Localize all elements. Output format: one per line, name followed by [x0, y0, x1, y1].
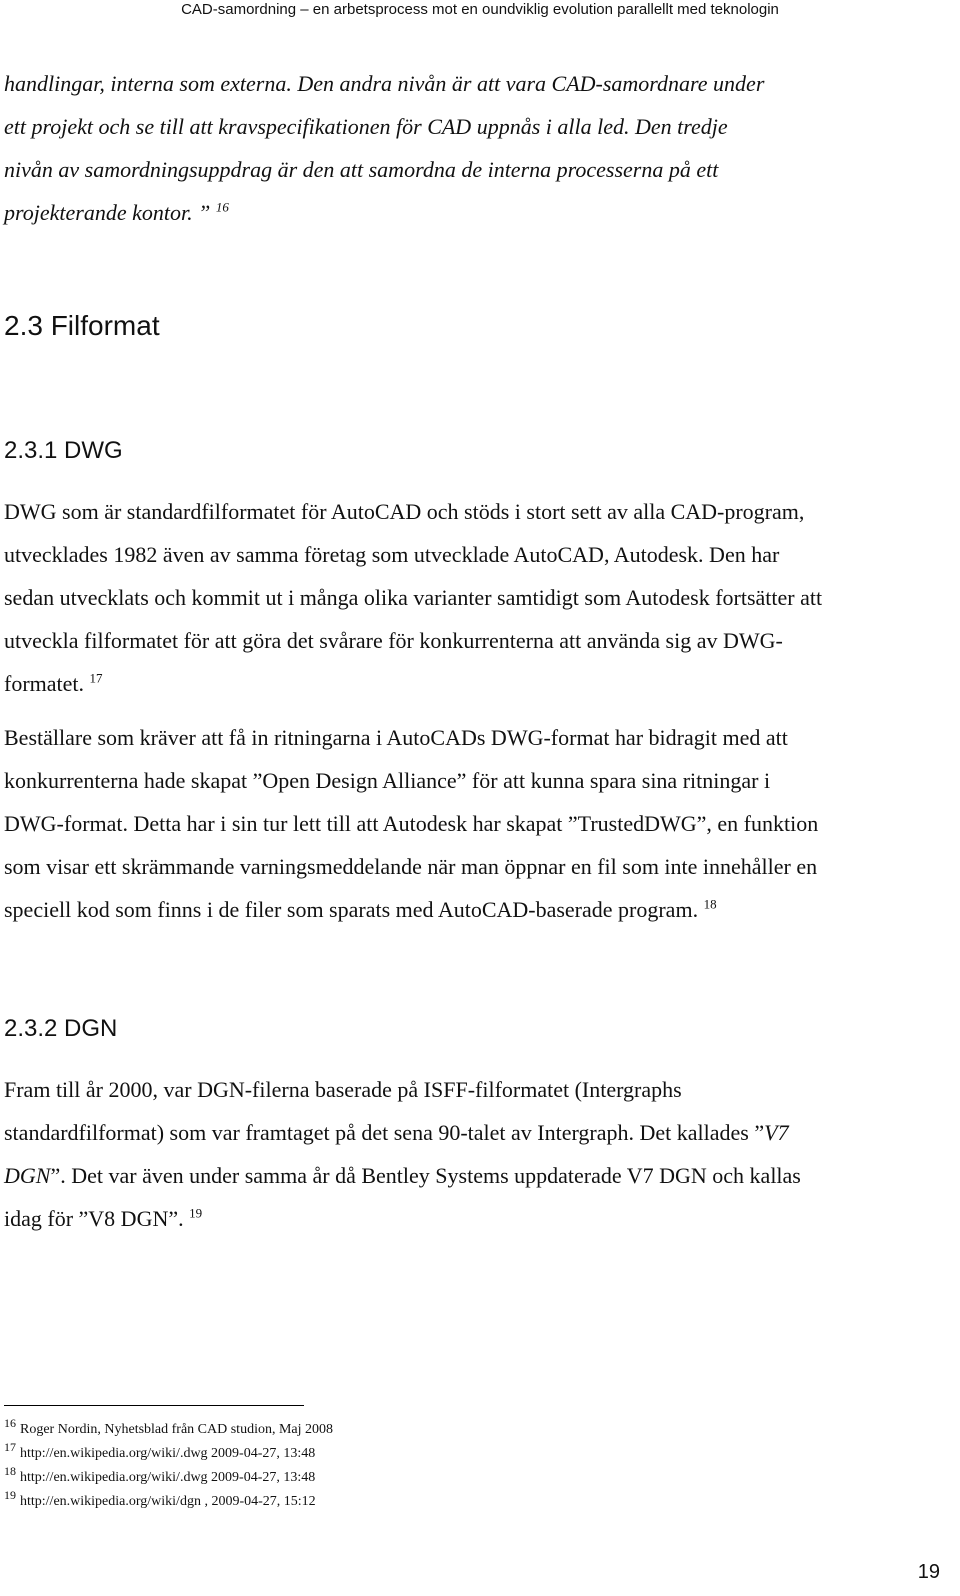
intro-paragraph — [4, 62, 954, 234]
text-line — [4, 1154, 954, 1197]
italic-term-v7: V7 — [764, 1120, 789, 1145]
text-line: handlingar, interna som externa. Den andra nivån är att vara CAD-samordnare under — [4, 71, 765, 96]
italic-term-dgn: DGN — [4, 1163, 51, 1188]
footnote-ref-17: 17 — [89, 670, 103, 686]
footnote-ref-18: 18 — [703, 896, 717, 912]
text-line: utvecklades 1982 även av samma företag som utvecklade AutoCAD, Autodesk. Den har — [4, 542, 780, 567]
text-line: DWG-format. Detta har i sin tur lett till att Autodesk har skapat ”TrustedDWG”, en funktion — [4, 811, 819, 836]
running-header: CAD-samordning – en arbetsprocess mot en oundviklig evolution parallellt med teknologin — [181, 1, 779, 18]
text-line: Fram till år 2000, var DGN-filerna baserade på ISFF-filformatet (Intergraphs — [4, 1077, 682, 1102]
text-line: ett projekt och se till att kravspecifikationen för CAD uppnås i alla led. Den tredje — [4, 114, 728, 139]
footnote-text: http://en.wikipedia.org/wiki/.dwg 2009-04-27, 13:48 — [20, 1446, 316, 1461]
text-line: konkurrenterna hade skapat ”Open Design Alliance” för att kunna spara sina ritningar i — [4, 768, 771, 793]
footnote-19 — [4, 1490, 333, 1514]
footnote-18 — [4, 1466, 333, 1490]
footnotes — [4, 1418, 333, 1514]
footnote-16 — [4, 1418, 333, 1442]
text-line: utveckla filformatet för att göra det svårare för konkurrenterna att använda sig av DWG- — [4, 628, 783, 653]
dwg-paragraph-2 — [4, 716, 954, 931]
text-segment: idag för ”V8 DGN”. — [4, 1206, 184, 1231]
section-heading-2-3-1: 2.3.1 DWG — [4, 437, 123, 464]
text-line — [4, 191, 954, 234]
text-line: som visar ett skrämmande varningsmeddelande när man öppnar en fil som inte innehåller en — [4, 854, 818, 879]
footnote-number: 16 — [4, 1416, 16, 1431]
footnote-text: Roger Nordin, Nyhetsblad från CAD studion, Maj 2008 — [20, 1422, 334, 1437]
footnote-separator — [4, 1405, 304, 1406]
section-heading-2-3-2: 2.3.2 DGN — [4, 1015, 118, 1042]
text-line — [4, 1111, 954, 1154]
text-segment: speciell kod som finns i de filer som sparats med AutoCAD-baserade program. — [4, 897, 699, 922]
footnote-number: 19 — [4, 1488, 16, 1503]
footnote-text: http://en.wikipedia.org/wiki/dgn , 2009-04-27, 15:12 — [20, 1494, 316, 1509]
text-segment: formatet. — [4, 671, 85, 696]
footnote-text: http://en.wikipedia.org/wiki/.dwg 2009-04-27, 13:48 — [20, 1470, 316, 1485]
dwg-paragraph-1 — [4, 490, 954, 705]
footnote-number: 17 — [4, 1440, 16, 1455]
text-line: nivån av samordningsuppdrag är den att samordna de interna processerna på ett — [4, 157, 719, 182]
text-segment: ”. Det var även under samma år då Bentley Systems uppdaterade V7 DGN och kallas — [50, 1163, 801, 1188]
text-segment: standardfilformat) som var framtaget på det sena 90-talet av Intergraph. Det kallades ” — [4, 1120, 765, 1145]
text-segment: projekterande kontor. ” — [4, 200, 211, 225]
text-line — [4, 662, 954, 705]
text-line: DWG som är standardfilformatet för AutoCAD och stöds i stort sett av alla CAD-program, — [4, 499, 805, 524]
page-number: 19 — [917, 1561, 940, 1583]
text-line: Beställare som kräver att få in ritningarna i AutoCADs DWG-format har bidragit med att — [4, 725, 788, 750]
text-line — [4, 888, 954, 931]
text-line: sedan utvecklats och kommit ut i många olika varianter samtidigt som Autodesk fortsätter att — [4, 585, 823, 610]
footnote-number: 18 — [4, 1464, 16, 1479]
footnote-17 — [4, 1442, 333, 1466]
footnote-ref-19: 19 — [189, 1205, 203, 1221]
section-heading-2-3: 2.3 Filformat — [4, 310, 160, 341]
dgn-paragraph — [4, 1068, 954, 1240]
text-line — [4, 1197, 954, 1240]
footnote-ref-16: 16 — [215, 199, 229, 215]
